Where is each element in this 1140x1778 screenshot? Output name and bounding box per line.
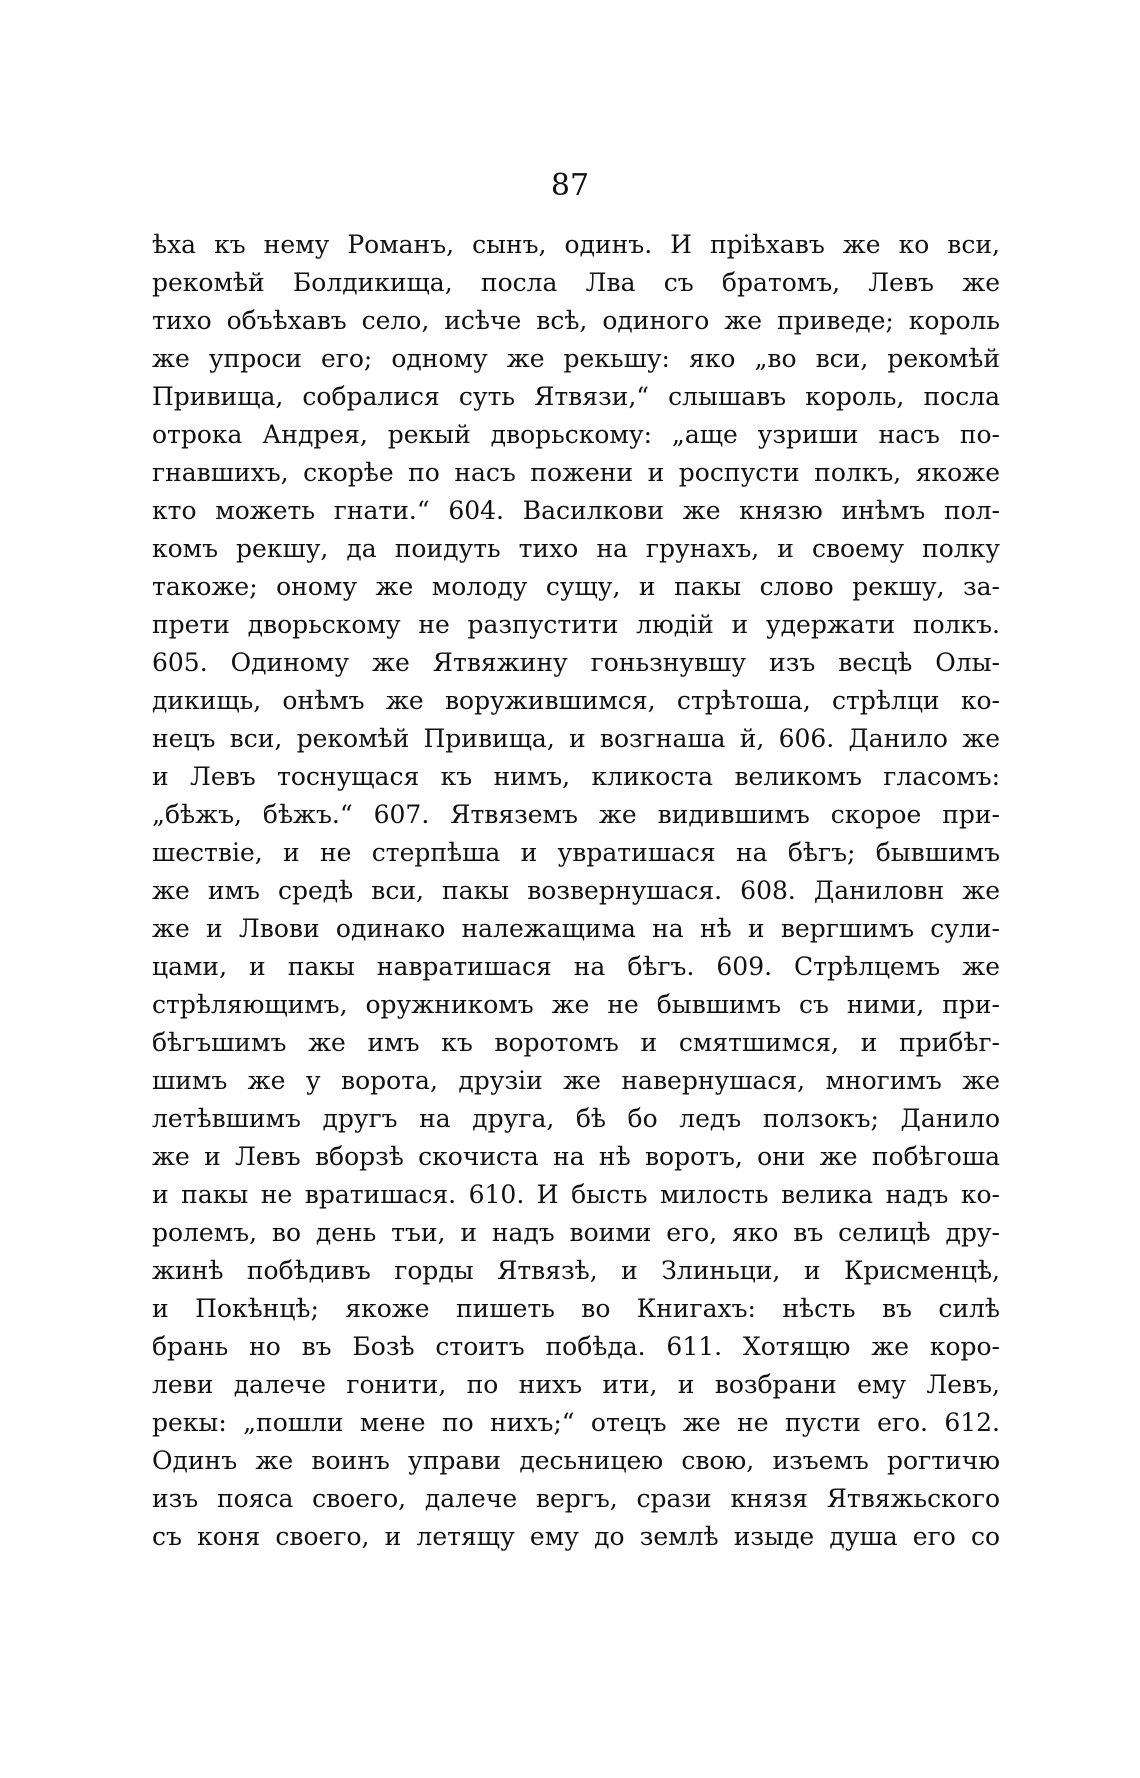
page-number: 87: [550, 168, 590, 203]
text-line: гнавшихъ, скорѣе по насъ пожени и роспусти полкъ, якоже: [152, 458, 1000, 487]
text-line: отрока Андрея, рекый дворьскому: „аще узриши насъ по-: [152, 420, 1000, 449]
text-line: же имъ средѣ вси, пакы возвернушася. 608. Даниловн же: [152, 876, 1000, 905]
text-line: изъ пояса своего, далече вергъ, срази князя Ятвяжьского: [152, 1484, 1000, 1513]
text-line: съ коня своего, и летящу ему до землѣ изыде душа его со: [152, 1522, 1000, 1551]
body-text: [152, 226, 1000, 1556]
text-line: шествіе, и не стерпѣша и увратишася на бѣгъ; бывшимъ: [152, 838, 1000, 867]
text-line: шимъ же у ворота, друзіи же навернушася, многимъ же: [152, 1066, 1000, 1095]
text-line: цами, и пакы навратишася на бѣгъ. 609. Стрѣлцемъ же: [152, 952, 1000, 981]
text-line: „бѣжъ, бѣжъ.“ 607. Ятвяземъ же видившимъ скорое при-: [152, 800, 1000, 829]
text-line: тихо объѣхавъ село, исѣче всѣ, одиного же приведе; король: [152, 306, 1000, 335]
text-line: и пакы не вратишася. 610. И бысть милость велика надъ ко-: [152, 1180, 1000, 1209]
text-line: жинѣ побѣдивъ горды Ятвязѣ, и Злиньци, и Крисменцѣ,: [152, 1256, 1000, 1285]
text-line: же и Лвови одинако належащима на нѣ и вергшимъ сули-: [152, 914, 1000, 943]
text-line: 605. Одиному же Ятвяжину гоньзнувшу изъ весцѣ Олы-: [152, 648, 1000, 677]
text-line: ролемъ, во день тъи, и надъ воими его, яко въ селицѣ дру-: [152, 1218, 1000, 1247]
text-line: бѣгъшимъ же имъ къ воротомъ и смятшимся, и прибѣг-: [152, 1028, 1000, 1057]
text-line: нецъ вси, рекомѣй Привища, и возгнаша й, 606. Данило же: [152, 724, 1000, 753]
text-line: и Покѣнцѣ; якоже пишеть во Книгахъ: нѣсть въ силѣ: [152, 1294, 1000, 1323]
text-line: ѣха къ нему Романъ, сынъ, одинъ. И пріѣхавъ же ко вси,: [152, 230, 1000, 259]
text-line: рекомѣй Болдикища, посла Лва съ братомъ, Левъ же: [152, 268, 1000, 297]
text-line: брань но въ Бозѣ стоитъ побѣда. 611. Хотящю же коро-: [152, 1332, 1000, 1361]
text-line: рекы: „пошли мене по нихъ;“ отецъ же не пусти его. 612.: [152, 1408, 1000, 1437]
text-line: же и Левъ вборзѣ скочиста на нѣ воротъ, они же побѣгоша: [152, 1142, 1000, 1171]
text-line: же упроси его; одному же рекьшу: яко „во вси, рекомѣй: [152, 344, 1000, 373]
text-line: леви далече гонити, по нихъ ити, и возбрани ему Левъ,: [152, 1370, 1000, 1399]
text-line: летѣвшимъ другъ на друга, бѣ бо ледъ ползокъ; Данило: [152, 1104, 1000, 1133]
text-line: дикищь, онѣмъ же воружившимся, стрѣтоша, стрѣлци ко-: [152, 686, 1000, 715]
text-line: и Левъ тоснущася къ нимъ, кликоста великомъ гласомъ:: [152, 762, 1000, 791]
text-line: прети дворьскому не разпустити людій и удержати полкъ.: [152, 610, 1000, 639]
text-line: Привища, собралися суть Ятвязи,“ слышавъ король, посла: [152, 382, 1000, 411]
text-line: стрѣляющимъ, оружникомъ же не бывшимъ съ ними, при-: [152, 990, 1000, 1019]
text-line: комъ рекшу, да поидуть тихо на грунахъ, и своему полку: [152, 534, 1000, 563]
text-line: Одинъ же воинъ управи десьницею свою, изъемъ рогтичю: [152, 1446, 1000, 1475]
text-line: такоже; оному же молоду сущу, и пакы слово рекшу, за-: [152, 572, 1000, 601]
text-line: кто можеть гнати.“ 604. Василкови же князю инѣмъ пол-: [152, 496, 1000, 525]
